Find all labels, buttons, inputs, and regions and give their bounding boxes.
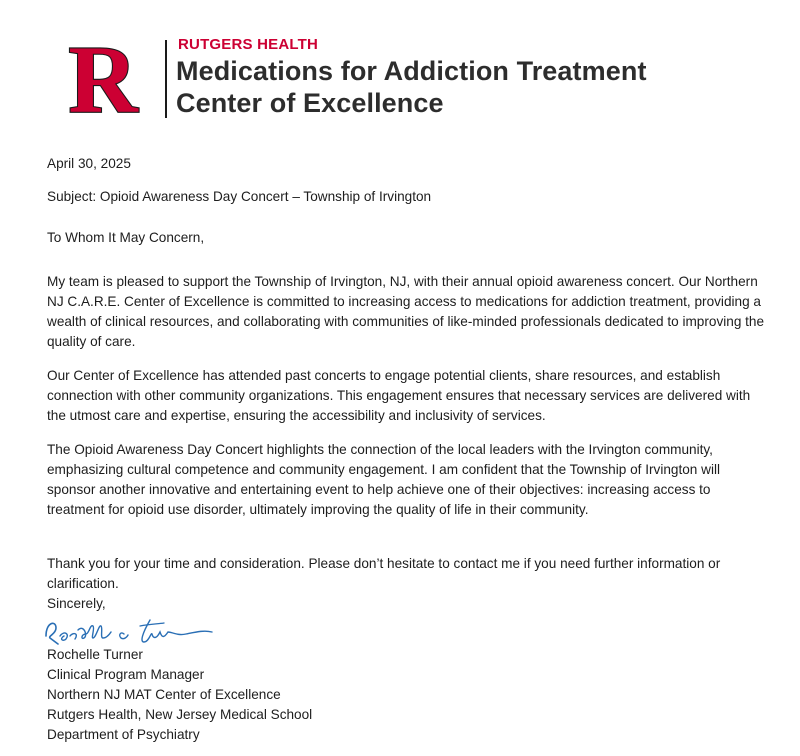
center-title-line2: Center of Excellence	[176, 88, 444, 118]
letterhead-divider	[165, 40, 167, 118]
handwritten-signature	[42, 610, 262, 650]
body-paragraph-1: My team is pleased to support the Township of Irvington, NJ, with their annual opioid awareness concert. Our Northern NJ C.A.R.E. Center of Excellence is committed to increasing access to medications for addiction treatment, providing a wealth of clinical resources, and collaborating with communities of like-minded professionals dedicated to improving the quality of care.	[47, 273, 765, 349]
signer-title: Clinical Program Manager	[47, 667, 205, 682]
body-paragraph-2: Our Center of Excellence has attended past concerts to engage potential clients, share resources, and establish connection with other community organizations. This engagement ensures that necessary services are delivered with the utmost care and expertise, ensuring the accessibility and inclusivity of services.	[47, 367, 751, 423]
letter-greeting: To Whom It May Concern,	[47, 230, 205, 245]
signer-center: Northern NJ MAT Center of Excellence	[47, 687, 281, 702]
letter-date: April 30, 2025	[47, 156, 131, 171]
signer-name: Rochelle Turner	[47, 647, 143, 662]
signer-institution: Rutgers Health, New Jersey Medical School	[47, 707, 313, 722]
letter-closing: Sincerely,	[47, 596, 106, 611]
body-paragraph-4: Thank you for your time and consideration. Please don’t hesitate to contact me if you need further information or clarification.	[47, 555, 721, 591]
body-paragraph-3: The Opioid Awareness Day Concert highlights the connection of the local leaders with the Irvington community, emphasizing cultural competence and community engagement. I am confident that the Township of Irvington will sponsor another innovative and entertaining event to help achieve one of their objectives: increasing access to treatment for opioid use disorder, ultimately improving the quality of life in their community.	[47, 441, 721, 517]
signature-block	[47, 645, 312, 745]
center-title-line1: Medications for Addiction Treatment	[176, 56, 647, 86]
signer-department: Department of Psychiatry	[47, 727, 200, 742]
rutgers-r-logo	[48, 38, 158, 118]
logo-letter: R	[68, 38, 138, 118]
letter-subject: Subject: Opioid Awareness Day Concert – Township of Irvington	[47, 189, 432, 204]
letterhead	[48, 36, 768, 126]
organization-name: RUTGERS HEALTH	[178, 36, 319, 53]
